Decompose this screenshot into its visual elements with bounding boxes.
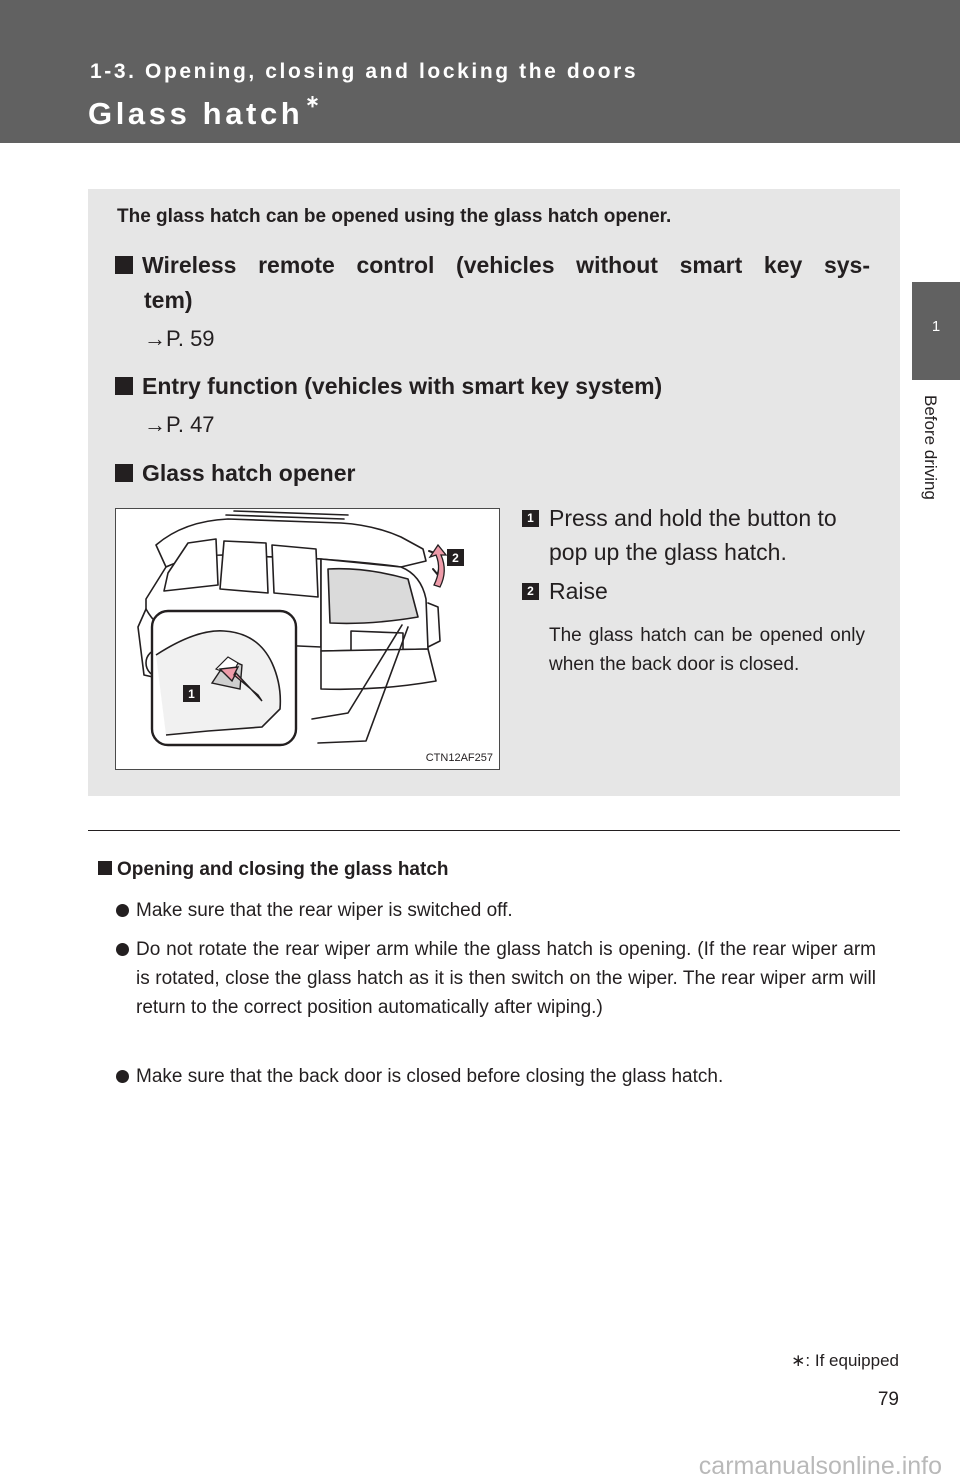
heading-wireless-remote-cont: tem) <box>144 287 193 313</box>
step-badge-2: 2 <box>522 583 539 600</box>
list-item <box>116 935 876 1022</box>
square-bullet-icon <box>115 377 133 395</box>
watermark: carmanualsonline.info <box>698 1452 942 1480</box>
square-bullet-icon <box>115 256 133 274</box>
chapter-number: 1 <box>931 318 941 335</box>
side-header-band <box>912 0 960 143</box>
heading-text: Glass hatch opener <box>142 460 356 486</box>
heading-text: Entry function (vehicles with smart key system) <box>142 373 663 399</box>
intro-text: The glass hatch can be opened using the glass hatch opener. <box>117 206 672 227</box>
page-reference-link[interactable]: →P. 59 <box>144 326 215 351</box>
page-title-text: Glass hatch <box>88 96 304 131</box>
notes-title-text: Opening and closing the glass hatch <box>117 859 449 880</box>
vehicle-illustration <box>115 508 500 770</box>
bullet-dot-icon <box>116 943 129 956</box>
square-bullet-icon <box>115 464 133 482</box>
opener-button-callout <box>152 611 296 745</box>
footnote: ∗: If equipped <box>791 1351 899 1370</box>
step-note: The glass hatch can be opened only when the back door is closed. <box>549 625 865 675</box>
list-item <box>116 1062 876 1091</box>
list-item-text: Make sure that the back door is closed before closing the glass hatch. <box>136 1066 724 1087</box>
figure-badge-1-label: 1 <box>188 687 195 701</box>
chapter-label: Before driving <box>921 395 940 500</box>
step-badge-1: 1 <box>522 510 539 527</box>
bullet-dot-icon <box>116 1070 129 1083</box>
step-1-line2: pop up the glass hatch. <box>549 539 787 565</box>
square-bullet-icon <box>98 861 112 875</box>
step-2-text: Raise <box>549 578 608 604</box>
page-title <box>88 91 320 132</box>
divider <box>88 830 900 831</box>
list-item <box>116 896 876 925</box>
figure-code: CTN12AF257 <box>425 752 493 764</box>
suv-rear-illustration <box>116 509 500 770</box>
page-number: 79 <box>877 1389 899 1410</box>
if-equipped-mark: ∗ <box>305 91 320 111</box>
step-1-line1: Press and hold the button to <box>549 505 837 531</box>
list-item-text: Make sure that the rear wiper is switched off. <box>136 900 513 921</box>
heading-entry-function <box>115 373 662 400</box>
list-item-text: Do not rotate the rear wiper arm while the glass hatch is opening. (If the rear wiper arm is rotated, close the glass hatch as it is then switch on the wiper. The rear wiper arm will return to the correct position automatically after wiping.) <box>136 939 876 1018</box>
section-title: 1-3. Opening, closing and locking the doors <box>90 60 639 83</box>
heading-wireless-remote <box>115 252 870 279</box>
figure-badge-2-label: 2 <box>452 551 459 565</box>
bullet-dot-icon <box>116 904 129 917</box>
heading-glass-hatch-opener <box>115 460 355 487</box>
page-reference-link[interactable]: →P. 47 <box>144 412 215 437</box>
heading-text: Wireless remote control (vehicles without smart key sys- <box>142 252 870 278</box>
notes-title <box>98 859 449 881</box>
